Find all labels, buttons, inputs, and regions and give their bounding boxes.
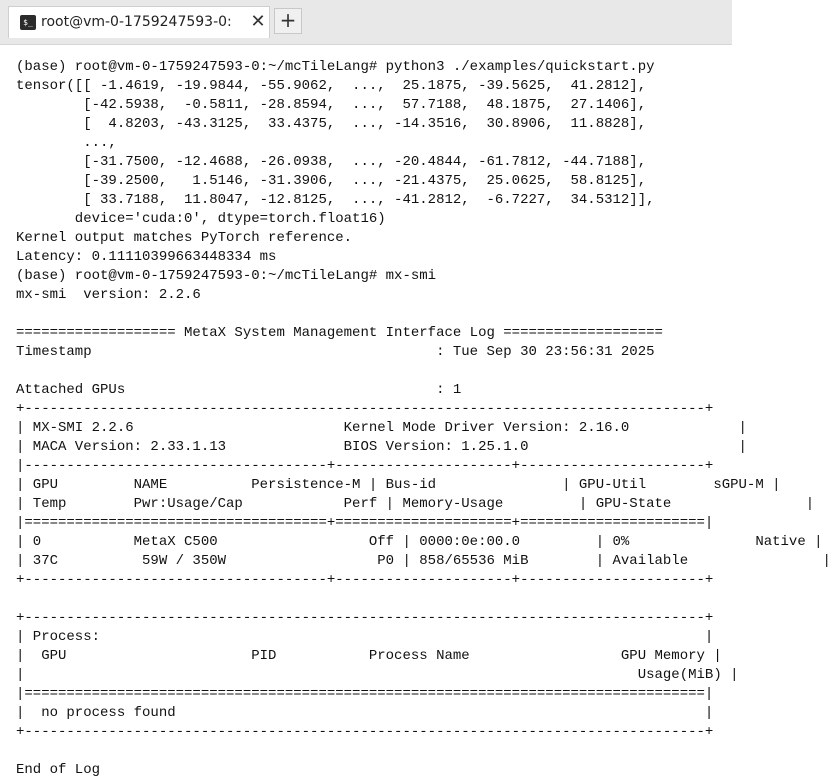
terminal-line: |------------------------------------+---------------------+----------------------+ xyxy=(16,458,714,474)
terminal-line: +------------------------------------+---------------------+----------------------+ xyxy=(16,572,714,588)
terminal-line xyxy=(16,305,831,324)
terminal-line: | Usage(MiB) | xyxy=(16,667,739,683)
terminal-line xyxy=(16,742,831,761)
terminal-line: device='cuda:0', dtype=torch.float16) xyxy=(16,211,386,227)
terminal-line: Latency: 0.11110399663448334 ms xyxy=(16,249,277,265)
terminal-line: |=================================================================================| xyxy=(16,686,714,702)
terminal-line: Timestamp : Tue Sep 30 23:56:31 2025 xyxy=(16,344,655,360)
terminal-lines xyxy=(16,58,831,780)
terminal-line: |====================================+=====================+======================| xyxy=(16,515,714,531)
terminal-line: (base) root@vm-0-1759247593-0:~/mcTileLang# python3 ./examples/quickstart.py xyxy=(16,59,655,75)
terminal-line xyxy=(16,590,831,609)
terminal-line: [ 4.8203, -43.3125, 33.4375, ..., -14.3516, 30.8906, 11.8828], xyxy=(16,116,647,132)
terminal-line: mx-smi version: 2.2.6 xyxy=(16,287,201,303)
tab-title: root@vm-0-1759247593-0: xyxy=(41,14,232,30)
terminal-tab[interactable] xyxy=(8,6,270,38)
terminal-line: (base) root@vm-0-1759247593-0:~/mcTileLang# mx-smi xyxy=(16,268,437,284)
terminal-line: | MACA Version: 2.33.1.13 BIOS Version: 1.25.1.0 | xyxy=(16,439,747,455)
terminal-line xyxy=(16,362,831,381)
terminal-line: [ 33.7188, 11.8047, -12.8125, ..., -41.2812, -6.7227, 34.5312]], xyxy=(16,192,655,208)
terminal-icon: $_ xyxy=(20,15,36,30)
terminal-line: +---------------------------------------------------------------------------------+ xyxy=(16,724,714,740)
terminal-line: End of Log xyxy=(16,762,101,778)
terminal-output[interactable] xyxy=(0,45,831,780)
close-icon[interactable]: ✕ xyxy=(250,11,266,32)
terminal-line: | MX-SMI 2.2.6 Kernel Mode Driver Version: 2.16.0 | xyxy=(16,420,747,436)
terminal-line: | GPU PID Process Name GPU Memory | xyxy=(16,648,722,664)
terminal-line: | GPU NAME Persistence-M | Bus-id | GPU-Util sGPU-M | xyxy=(16,477,781,493)
terminal-line: tensor([[ -1.4619, -19.9844, -55.9062, ..., 25.1875, -39.5625, 41.2812], xyxy=(16,78,647,94)
terminal-line: +---------------------------------------------------------------------------------+ xyxy=(16,610,714,626)
terminal-line: | Temp Pwr:Usage/Cap Perf | Memory-Usage | GPU-State | xyxy=(16,496,815,512)
terminal-line: [-42.5938, -0.5811, -28.8594, ..., 57.7188, 48.1875, 27.1406], xyxy=(16,97,647,113)
new-tab-button[interactable]: + xyxy=(274,8,302,34)
terminal-line: | no process found | xyxy=(16,705,714,721)
tab-bar xyxy=(0,0,732,45)
terminal-line: | 37C 59W / 350W P0 | 858/65536 MiB | Available | xyxy=(16,553,831,569)
terminal-line: ..., xyxy=(16,135,117,151)
terminal-line: [-39.2500, 1.5146, -31.3906, ..., -21.4375, 25.0625, 58.8125], xyxy=(16,173,647,189)
terminal-line: =================== MetaX System Management Interface Log =================== xyxy=(16,325,663,341)
terminal-line: | Process: | xyxy=(16,629,714,645)
terminal-line: Kernel output matches PyTorch reference. xyxy=(16,230,353,246)
terminal-line: +---------------------------------------------------------------------------------+ xyxy=(16,401,714,417)
terminal-line: | 0 MetaX C500 Off | 0000:0e:00.0 | 0% Native | xyxy=(16,534,823,550)
terminal-line: [-31.7500, -12.4688, -26.0938, ..., -20.4844, -61.7812, -44.7188], xyxy=(16,154,647,170)
terminal-line: Attached GPUs : 1 xyxy=(16,382,462,398)
